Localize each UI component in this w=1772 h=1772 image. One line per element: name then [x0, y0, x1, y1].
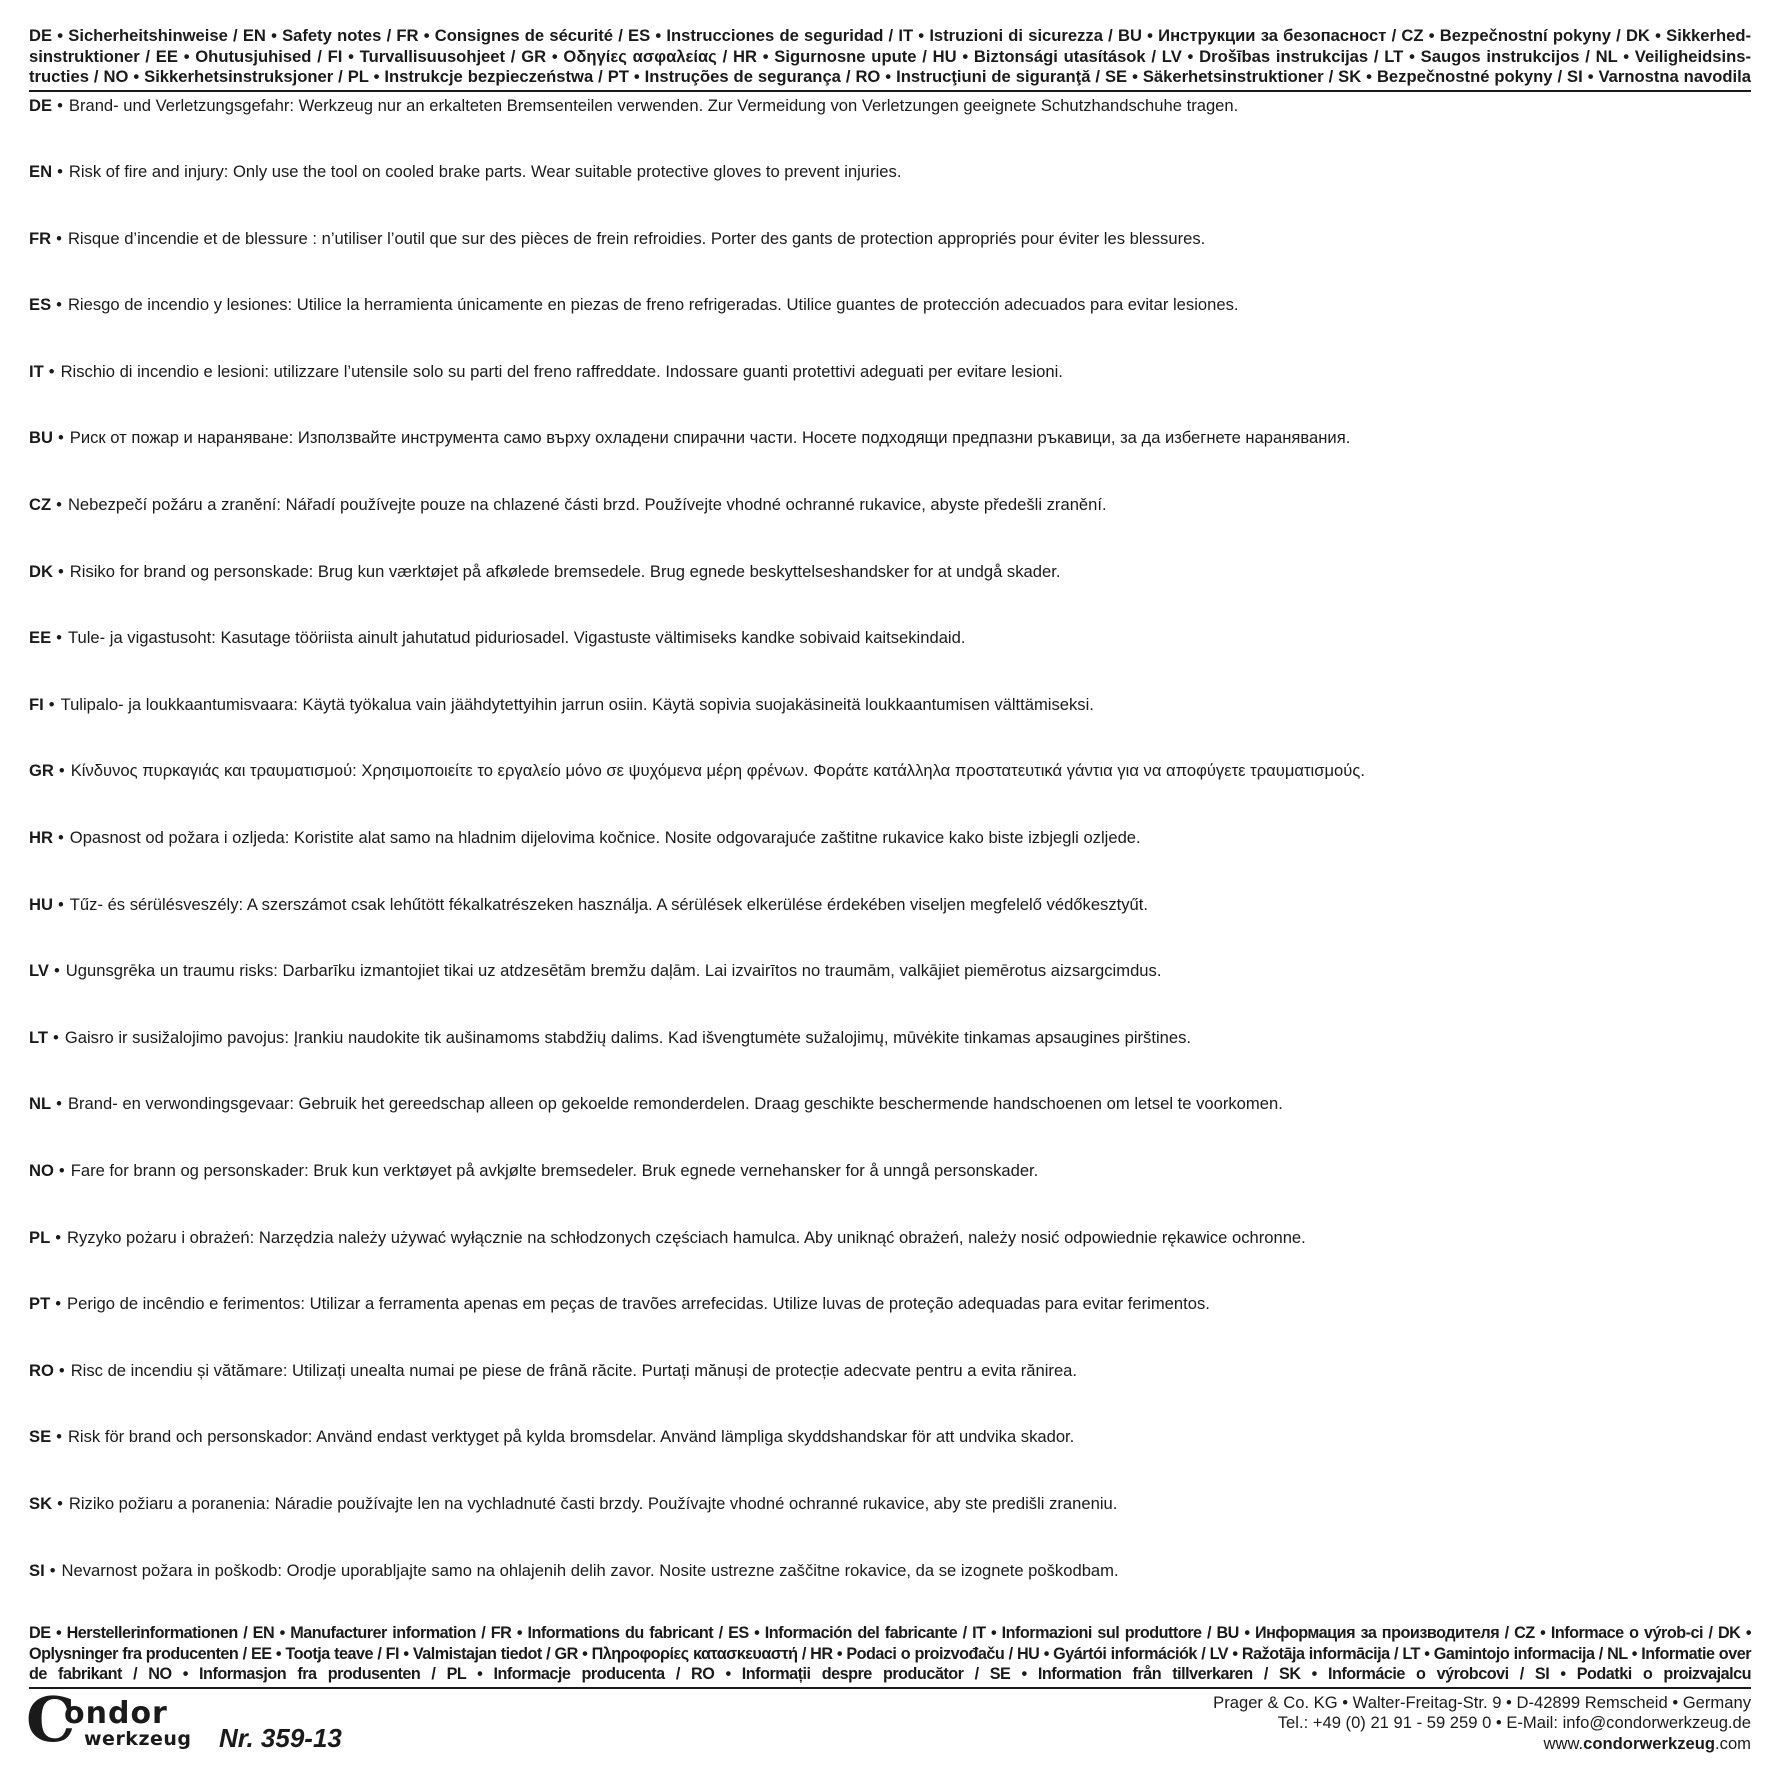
- safety-note-sk: [29, 1490, 1751, 1557]
- note-language-code: LV: [29, 961, 49, 981]
- note-bullet: •: [55, 1294, 62, 1314]
- note-language-code: BU: [29, 428, 53, 448]
- note-bullet: •: [57, 561, 64, 581]
- note-bullet: •: [56, 295, 62, 315]
- note-text: Fare for brann og personskader: Bruk kun verktøyet på avkjølte bremsedeler. Bruk egnede vernehansker for å unngå personskader.: [70, 1161, 1039, 1180]
- note-bullet: •: [58, 1161, 65, 1180]
- condor-logo: [26, 1682, 196, 1756]
- logo-subword: werkzeug: [84, 1727, 192, 1750]
- note-language-code: ES: [29, 295, 52, 315]
- note-text: Opasnost od požara i ozljeda: Koristite alat samo na hladnim dijelovima kočnice. Nosite odgovarajuće zaštitne rukavice kako biste izbjegli ozljede.: [69, 828, 1141, 848]
- note-bullet: •: [58, 1360, 65, 1380]
- note-text: Risk för brand och personskador: Använd endast verktyget på kylda bromsdelar. Använd lämpliga skyddshandskar för att undvika skador.: [67, 1427, 1075, 1447]
- note-bullet: •: [57, 95, 63, 115]
- safety-note-de: [29, 92, 1751, 159]
- safety-note-se: [29, 1423, 1751, 1490]
- note-bullet: •: [56, 228, 62, 248]
- note-language-code: EN: [29, 162, 53, 182]
- safety-notes-heading: DE • Sicherheitshinweise / EN • Safety notes / FR • Consignes de sécurité / ES • Instrucciones de seguridad / IT • Istruzioni di sicurezza / BU • Инструкции за безопасност / CZ • Bezpečnostní pokyny / DK • Sikkerhed-sinstruktioner / EE • Ohutusjuhised / FI • Turvallisuusohjeet / GR • Οδηγίες ασφαλείας / HR • Sigurnosne upute / HU • Biztonsági utasítások / LV • Drošības instrukcijas / LT • Saugos instrukcijos / NL • Veiligheidsins-tructies / NO • Sikkerhetsinstruksjoner / PL • Instrukcje bezpieczeństwa / PT • Instruções de segurança / RO • Instrucţiuni de siguranţă / SE • Säkerhetsinstruktioner / SK • Bezpečnostné pokyny / SI • Varnostna navodila: [29, 26, 1751, 92]
- note-bullet: •: [55, 1227, 62, 1247]
- note-bullet: •: [57, 894, 64, 914]
- note-bullet: •: [53, 1027, 59, 1047]
- note-bullet: •: [57, 1493, 63, 1513]
- note-bullet: •: [56, 1094, 62, 1114]
- safety-note-bu: [29, 424, 1751, 491]
- safety-note-cz: [29, 491, 1751, 558]
- note-bullet: •: [57, 162, 63, 182]
- note-text: Tule- ja vigastusoht: Kasutage tööriista ainult jahutatud piduriosadel. Vigastuste vältimiseks kandke sobivaid kaitsekindaid.: [67, 628, 966, 648]
- safety-note-no: [29, 1157, 1751, 1224]
- safety-note-fr: [29, 225, 1751, 292]
- note-language-code: RO: [29, 1360, 54, 1380]
- note-language-code: IT: [29, 361, 44, 381]
- note-text: Rischio di incendio e lesioni: utilizzare l’utensile solo su parti del freno raffreddate. Indossare guanti protettivi adeguati per evitare lesioni.: [60, 361, 1063, 381]
- note-text: Risc de incendiu și vătămare: Utilizați unealta numai pe piese de frână răcite. Purtați mănuși de protecție adecvate pentru a evita rănirea.: [70, 1360, 1078, 1380]
- note-language-code: NL: [29, 1094, 52, 1114]
- safety-note-si: [29, 1557, 1751, 1624]
- note-bullet: •: [56, 1427, 62, 1447]
- note-bullet: •: [49, 1560, 56, 1580]
- note-language-code: SI: [29, 1560, 45, 1580]
- safety-note-fi: [29, 691, 1751, 758]
- note-language-code: GR: [29, 761, 54, 781]
- logo-word: ondor: [64, 1695, 168, 1731]
- note-language-code: HR: [29, 828, 53, 848]
- address-line: Prager & Co. KG • Walter-Freitag-Str. 9 • D-42899 Remscheid • Germany: [1213, 1692, 1751, 1712]
- safety-note-nl: [29, 1090, 1751, 1157]
- note-text: Κίνδυνος πυρκαγιάς και τραυματισμού: Χρησιμοποιείτε το εργαλείο μόνο σε ψυχόμενα μέρη φρένων. Φοράτε κατάλληλα προστατευτικά γάντια για να αποφύγετε τραυματισμούς.: [70, 761, 1365, 781]
- note-text: Ryzyko pożaru i obrażeń: Narzędzia należy używać wyłącznie na schłodzonych częściach hamulca. Aby uniknąć obrażeń, należy nosić odpowiednie rękawice ochronne.: [67, 1227, 1306, 1247]
- note-language-code: FR: [29, 228, 52, 248]
- safety-note-en: [29, 158, 1751, 225]
- note-language-code: SE: [29, 1427, 52, 1447]
- safety-note-gr: [29, 757, 1751, 824]
- note-text: Tulipalo- ja loukkaantumisvaara: Käytä työkalua vain jäähdytettyihin jarrun osiin. Käytä sopivia suojakäsineitä loukkaantumisen välttämiseksi.: [60, 694, 1094, 714]
- note-bullet: •: [48, 694, 55, 714]
- note-language-code: FI: [29, 694, 44, 714]
- note-text: Brand- en verwondingsgevaar: Gebruik het gereedschap alleen op gekoelde remonderdelen. Draag geschikte beschermende handschoenen om letsel te voorkomen.: [67, 1094, 1283, 1114]
- note-text: Risk of fire and injury: Only use the tool on cooled brake parts. Wear suitable protective gloves to prevent injuries.: [68, 162, 902, 182]
- note-language-code: EE: [29, 628, 52, 648]
- safety-note-ro: [29, 1357, 1751, 1424]
- safety-note-es: [29, 291, 1751, 358]
- note-language-code: DE: [29, 95, 53, 115]
- note-text: Риск от пожар и нараняване: Използвайте инструмента само върху охладени спирачни части. Носете подходящи предпазни ръкавици, за да избегнете наранявания.: [69, 428, 1351, 448]
- note-text: Perigo de incêndio e ferimentos: Utilizar a ferramenta apenas em peças de travões arrefecidas. Utilize luvas de proteção adequadas para evitar ferimentos.: [67, 1294, 1210, 1314]
- note-text: Risque d’incendie et de blessure : n’utiliser l’outil que sur des pièces de frein refroidies. Porter des gants de protection appropriés pour éviter les blessures.: [67, 228, 1206, 248]
- note-text: Nevarnost požara in poškodb: Orodje uporabljajte samo na ohlajenih delih zavor. Nosite ustrezne zaščitne rokavice, da se izognete poškodbam.: [61, 1560, 1119, 1580]
- note-text: Riziko požiaru a poranenia: Náradie používajte len na vychladnuté časti brzdy. Používajte vhodné ochranné rukavice, aby ste predišli zraneniu.: [68, 1493, 1118, 1513]
- safety-note-lv: [29, 957, 1751, 1024]
- note-bullet: •: [58, 761, 65, 781]
- safety-sheet: [26, 26, 1751, 1763]
- safety-note-pt: [29, 1290, 1751, 1357]
- web-domain: condorwerkzeug: [1583, 1733, 1716, 1753]
- note-bullet: •: [57, 428, 64, 448]
- note-language-code: SK: [29, 1493, 53, 1513]
- note-bullet: •: [48, 361, 55, 381]
- note-text: Riesgo de incendio y lesiones: Utilice la herramienta únicamente en piezas de freno refrigeradas. Utilice guantes de protección adecuados para evitar lesiones.: [67, 295, 1239, 315]
- note-text: Risiko for brand og personskade: Brug kun værktøjet på afkølede bremsedele. Brug egnede beskyttelseshandsker for at undgå skader.: [69, 561, 1061, 581]
- safety-note-dk: [29, 558, 1751, 625]
- safety-note-lt: [29, 1024, 1751, 1091]
- manufacturer-info-heading: DE • Herstellerinformationen / EN • Manufacturer information / FR • Informations du fabricant / ES • Información del fabricante / IT • Informazioni sul produttore / BU • Информация за производителя / CZ • Informace o výrob-ci / DK • Oplysninger fra producenten / EE • Tootja teave / FI • Valmistajan tiedot / GR • Πληροφορίες κατασκευαστή / HR • Podaci o proizvođaču / HU • Gyártói információk / LV • Ražotāja informācija / LT • Gamintojo informacija / NL • Informatie over de fabrikant / NO • Informasjon fra produsenten / PL • Informacje producenta / RO • Informații despre producător / SE • Information från tillverkaren / SK • Informácie o výrobcovi / SI • Podatki o proizvajalcu: [29, 1623, 1751, 1689]
- note-text: Nebezpečí požáru a zranění: Nářadí používejte pouze na chlazené části brzd. Používejte vhodné ochranné rukavice, abyste předešli zranění.: [67, 495, 1107, 515]
- note-text: Tűz- és sérülésveszély: A szerszámot csak lehűtött fékalkatrészeken használja. A sérülések elkerülése érdekében viseljen megfelelő védőkesztyűt.: [69, 894, 1149, 914]
- note-language-code: PT: [29, 1294, 51, 1314]
- note-language-code: LT: [29, 1027, 49, 1047]
- safety-note-pl: [29, 1224, 1751, 1291]
- note-language-code: DK: [29, 561, 53, 581]
- web-prefix: www.: [1543, 1733, 1584, 1753]
- note-bullet: •: [56, 495, 62, 515]
- note-text: Ugunsgrēka un traumu risks: Darbarīku izmantojiet tikai uz atdzesētām bremžu daļām. Lai izvairītos no traumām, valkājiet piemērotus aizsargcimdus.: [65, 961, 1162, 981]
- safety-note-it: [29, 358, 1751, 425]
- safety-note-hu: [29, 891, 1751, 958]
- note-bullet: •: [53, 961, 60, 981]
- note-bullet: •: [57, 828, 64, 848]
- manufacturer-address: [1213, 1693, 1751, 1755]
- product-number: Nr. 359-13: [219, 1722, 342, 1753]
- note-language-code: HU: [29, 894, 53, 914]
- safety-note-ee: [29, 624, 1751, 691]
- website-link[interactable]: [1213, 1734, 1751, 1755]
- footer: [26, 1682, 1751, 1763]
- safety-note-hr: [29, 824, 1751, 891]
- note-bullet: •: [56, 628, 62, 648]
- note-language-code: CZ: [29, 495, 52, 515]
- note-language-code: PL: [29, 1227, 51, 1247]
- note-language-code: NO: [29, 1161, 54, 1180]
- logo-initial: C: [26, 1682, 76, 1756]
- safety-notes-list: [29, 92, 1751, 1624]
- web-suffix: .com: [1715, 1733, 1751, 1753]
- contact-line: Tel.: +49 (0) 21 91 - 59 259 0 • E-Mail: info@condorwerkzeug.de: [1277, 1713, 1751, 1733]
- note-text: Brand- und Verletzungsgefahr: Werkzeug nur an erkalteten Bremsenteilen verwenden. Zur Vermeidung von Verletzungen geeignete Schutzhandschuhe tragen.: [68, 95, 1239, 115]
- note-text: Gaisro ir susižalojimo pavojus: Įrankiu naudokite tik aušinamoms stabdžių dalims. Kad išvengtumėte sužalojimų, mūvėkite tinkamas apsaugines pirštines.: [64, 1027, 1191, 1047]
